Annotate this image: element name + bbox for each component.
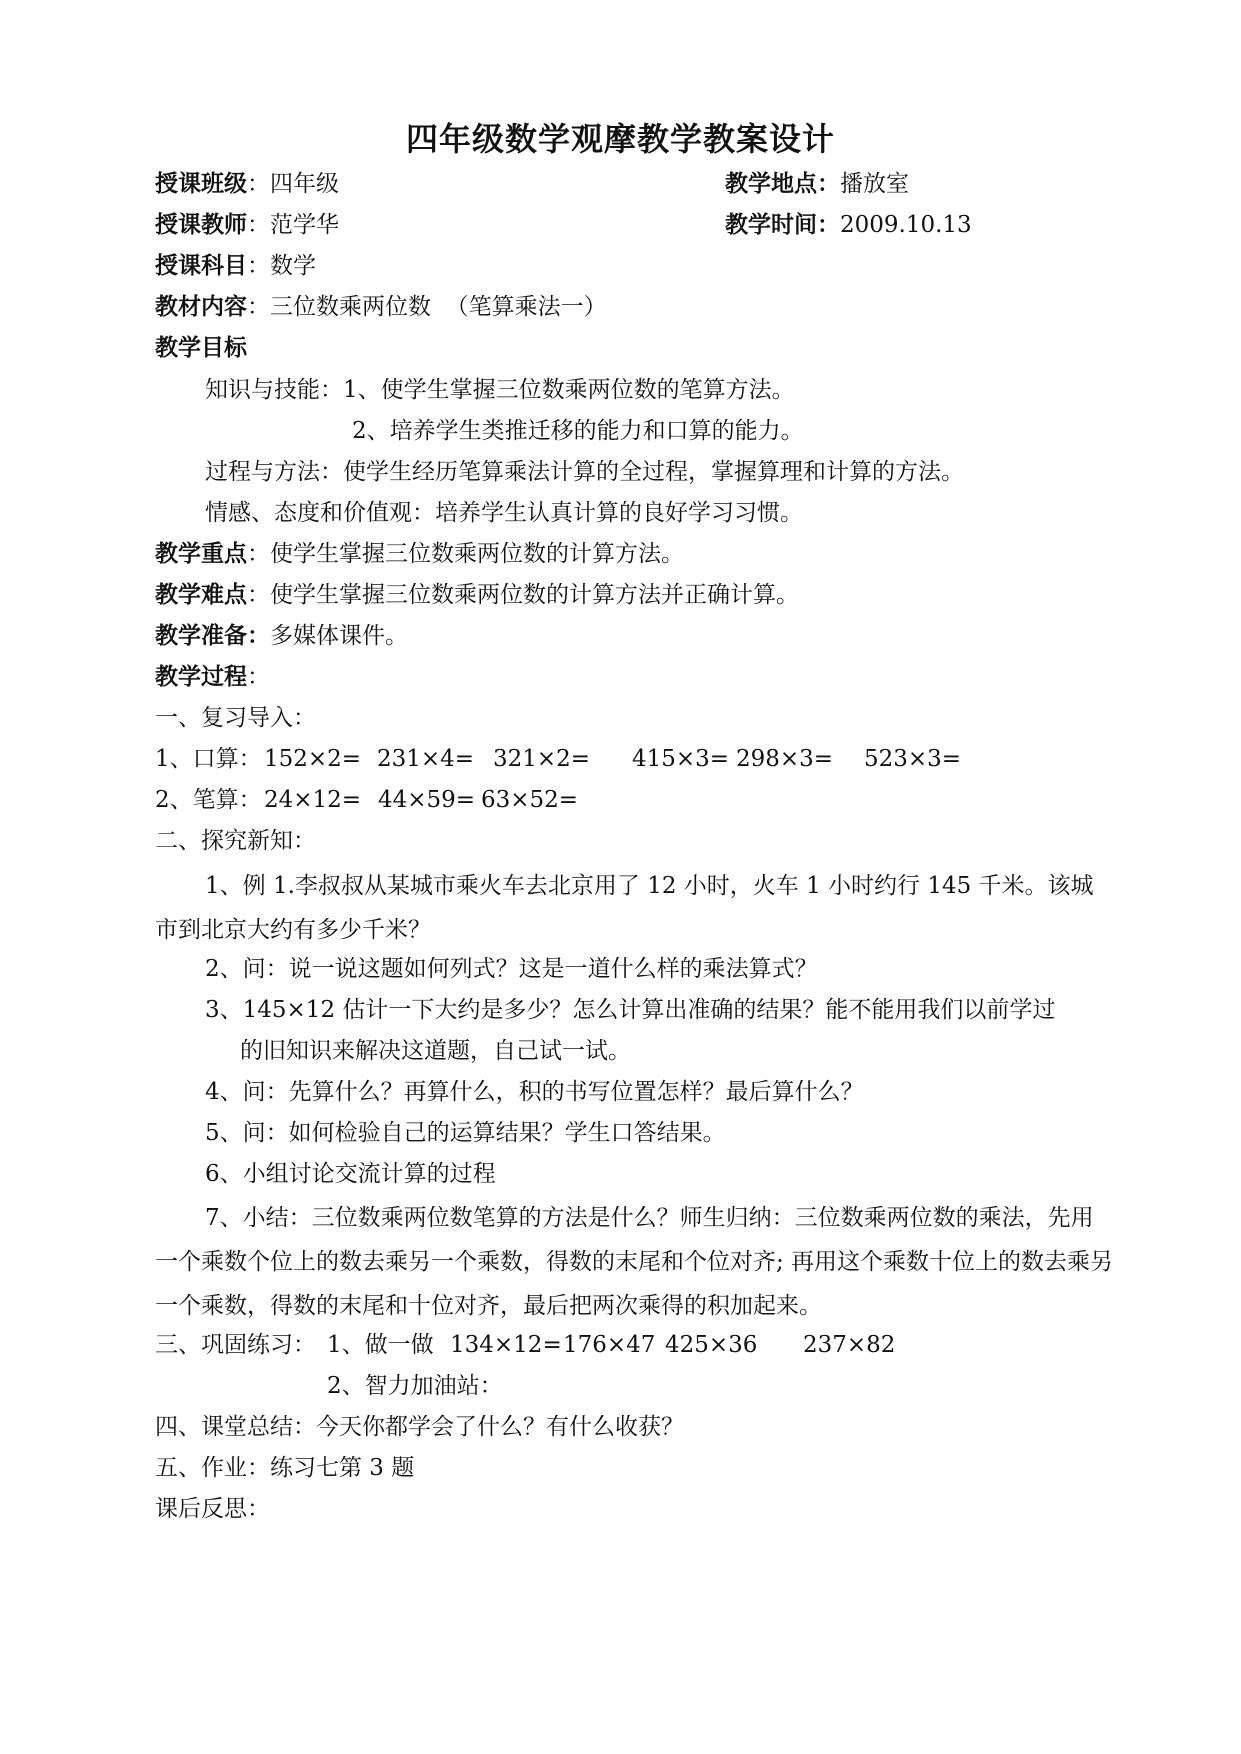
difficulty-value: 使学生掌握三位数乘两位数的计算方法并正确计算。	[270, 582, 799, 608]
location-value: 播放室	[840, 171, 909, 197]
practice-item: 176×47	[563, 1332, 656, 1358]
goal-knowledge-2: 2、培养学生类推迁移的能力和口算的能力。	[352, 418, 804, 444]
colon: ：	[247, 253, 270, 279]
teacher-value: 范学华	[270, 212, 339, 238]
colon: ：	[247, 294, 270, 320]
example-1: 1、例 1.李叔叔从某城市乘火车去北京用了 12 小时，火车 1 小时约行 145 千米。该城市到北京大约有多少千米？	[155, 873, 1094, 943]
written-item: 44×59=	[378, 787, 476, 813]
process-heading-text: 教学过程	[155, 663, 247, 690]
colon: ：	[247, 582, 270, 608]
written-item: 24×12=	[264, 787, 362, 813]
colon: ：	[247, 212, 270, 238]
info-content	[155, 291, 607, 323]
practice-1-label: 1、做一做	[327, 1332, 434, 1358]
info-teacher	[155, 209, 339, 241]
oral-item: 321×2=	[493, 746, 591, 772]
question-2: 2、问：说一说这题如何列式？这是一道什么样的乘法算式？	[205, 956, 818, 982]
oral-item: 415×3=	[632, 746, 730, 772]
oral-item: 523×3=	[864, 746, 962, 772]
item-6: 6、小组讨论交流计算的过程	[205, 1161, 496, 1187]
info-class	[155, 168, 339, 200]
key-point-value: 使学生掌握三位数乘两位数的计算方法。	[270, 541, 684, 567]
difficulty	[155, 579, 799, 611]
oral-label: 1、口算：	[155, 746, 262, 772]
prep	[155, 620, 408, 652]
time-label: 教学时间：	[725, 211, 840, 238]
goal-knowledge-1: 知识与技能：1、使学生掌握三位数乘两位数的笔算方法。	[205, 377, 795, 403]
difficulty-label: 教学难点	[155, 581, 247, 608]
goal-process: 过程与方法：使学生经历笔算乘法计算的全过程，掌握算理和计算的方法。	[205, 459, 964, 485]
goal-emotion: 情感、态度和价值观：培养学生认真计算的良好学习习惯。	[205, 500, 803, 526]
section4: 四、课堂总结：今天你都学会了什么？有什么收获？	[155, 1414, 684, 1440]
oral-item: 231×4=	[377, 746, 475, 772]
question-3b: 的旧知识来解决这道题，自己试一试。	[240, 1038, 631, 1064]
practice-item: 425×36	[665, 1332, 758, 1358]
written-item: 63×52=	[481, 787, 579, 813]
prep-label: 教学准备：	[155, 622, 270, 649]
oral-row	[155, 743, 262, 775]
question-3a: 3、145×12 估计一下大约是多少？怎么计算出准确的结果？能不能用我们以前学过	[205, 997, 1056, 1023]
oral-item: 152×2=	[264, 746, 362, 772]
goals-heading: 教学目标	[155, 334, 247, 361]
practice-item: 134×12=	[450, 1332, 562, 1358]
info-time	[725, 209, 972, 241]
content-value: 三位数乘两位数 （笔算乘法一）	[270, 294, 607, 320]
section5: 五、作业：练习七第 3 题	[155, 1455, 415, 1481]
colon: ：	[247, 664, 270, 690]
written-row	[155, 784, 262, 816]
oral-item: 298×3=	[736, 746, 834, 772]
class-label: 授课班级	[155, 170, 247, 197]
location-label: 教学地点：	[725, 170, 840, 197]
document-title: 四年级数学观摩教学教案设计	[405, 120, 835, 158]
key-point-label: 教学重点	[155, 540, 247, 567]
question-4: 4、问：先算什么？再算什么，积的书写位置怎样？最后算什么？	[205, 1079, 864, 1105]
teacher-label: 授课教师	[155, 211, 247, 238]
info-location	[725, 168, 909, 200]
content-label: 教材内容	[155, 293, 247, 320]
key-point	[155, 538, 684, 570]
prep-value: 多媒体课件。	[270, 623, 408, 649]
class-value: 四年级	[270, 171, 339, 197]
subject-label: 授课科目	[155, 252, 247, 279]
reflection: 课后反思：	[155, 1496, 270, 1522]
info-subject	[155, 250, 316, 282]
colon: ：	[247, 541, 270, 567]
section1-heading: 一、复习导入：	[155, 705, 316, 731]
written-label: 2、笔算：	[155, 787, 262, 813]
question-5: 5、问：如何检验自己的运算结果？学生口答结果。	[205, 1120, 726, 1146]
colon: ：	[247, 171, 270, 197]
section3-heading: 三、巩固练习：	[155, 1332, 316, 1358]
process-heading	[155, 661, 270, 693]
subject-value: 数学	[270, 253, 316, 279]
time-value: 2009.10.13	[840, 212, 972, 238]
practice-item: 237×82	[803, 1332, 896, 1358]
section2-heading: 二、探究新知：	[155, 828, 316, 854]
practice-2: 2、智力加油站：	[327, 1373, 503, 1399]
summary-7: 7、小结：三位数乘两位数笔算的方法是什么？师生归纳：三位数乘两位数的乘法，先用一个乘数个位上的数去乘另一个乘数，得数的末尾和个位对齐; 再用这个乘数十位上的数去乘另一个乘数，得数的末尾和十位对齐，最后把两次乘得的积加起来。	[155, 1205, 1114, 1319]
